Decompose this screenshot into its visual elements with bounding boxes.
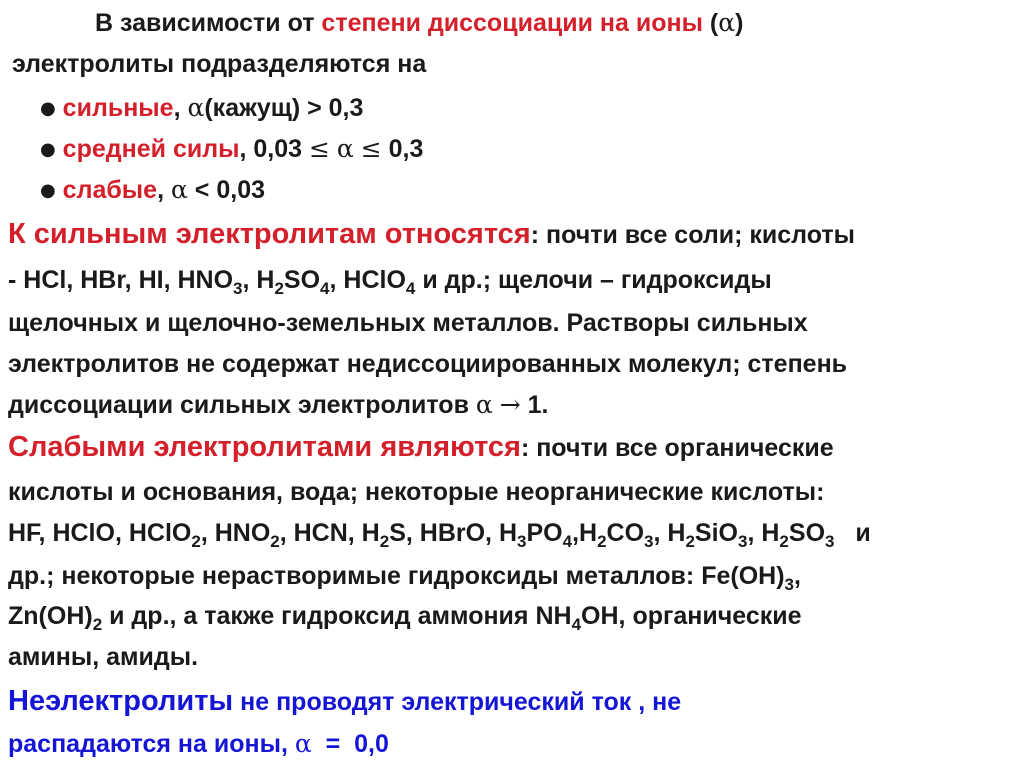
bullet-medium-label: средней силы: [62, 135, 240, 163]
bullet-strong-label: сильные: [62, 94, 174, 122]
bullet-strong-condition: (кажущ) > 0,3: [204, 94, 364, 122]
subscript: 3: [644, 532, 654, 551]
subscript: 2: [685, 532, 695, 551]
formula-text: , HCN, H: [279, 519, 380, 547]
formula-text: - HCl, HBr, HI, HNO: [8, 266, 234, 294]
comma: ,: [173, 94, 188, 122]
strong-text: и др.; щелочи – гидроксиды: [415, 266, 772, 294]
formula-text: , H: [747, 519, 780, 547]
subscript: 4: [562, 532, 573, 551]
strong-text: электролитов не содержат недиссоциированных молекул; степень: [8, 350, 848, 378]
subscript: 2: [92, 615, 103, 634]
weak-text: : почти все органические: [520, 434, 834, 462]
less-equal-icon: ≤: [308, 134, 330, 163]
nonelectrolytes-text: распадаются на ионы,: [8, 730, 295, 758]
nonelectrolytes-text: не проводят электрический ток , не: [233, 688, 682, 716]
subscript: 4: [405, 279, 416, 298]
weak-line-3: [8, 518, 871, 551]
alpha-symbol: α: [294, 729, 312, 758]
subscript: 2: [191, 532, 201, 551]
bullet-icon: ●: [40, 180, 56, 201]
subscript: 3: [825, 532, 835, 551]
nonelectrolytes-value: = 0,0: [311, 730, 389, 758]
comma: ,: [793, 562, 801, 590]
bullet-weak: [40, 175, 265, 206]
formula-text: , HNO: [200, 519, 271, 547]
formula-text: SO: [788, 519, 826, 547]
formula-text: Zn(OH): [8, 602, 93, 630]
bullet-weak-label: слабые: [62, 176, 158, 204]
intro-text-2: электролиты подразделяются на: [12, 50, 427, 78]
formula-text: CO: [606, 519, 645, 547]
bullet-medium: [40, 134, 423, 165]
nonelectrolytes-heading: Неэлектролиты: [8, 685, 234, 717]
weak-electrolytes-heading: Слабыми электролитами являются: [8, 431, 521, 463]
alpha-symbol: α: [336, 134, 354, 163]
formula-text: , H: [242, 266, 275, 294]
formula-text: SO: [283, 266, 321, 294]
lower-bound: , 0,03: [239, 135, 309, 163]
weak-text: амины, амиды.: [8, 643, 199, 671]
weak-text: др.; некоторые нерастворимые гидроксиды металлов: Fe(OH): [8, 562, 785, 590]
weak-line-6: [8, 642, 198, 672]
alpha-symbol: α: [187, 93, 205, 122]
subscript: 2: [597, 532, 607, 551]
bullet-icon: ●: [40, 98, 56, 119]
weak-line-1: [8, 432, 834, 463]
subscript: 4: [320, 279, 330, 298]
subscript: 2: [274, 279, 284, 298]
paren-open: (: [702, 9, 719, 37]
bullet-icon: ●: [40, 139, 56, 160]
strong-line-1: [8, 219, 855, 250]
strong-text: : почти все соли; кислоты: [530, 221, 855, 249]
weak-text: и: [834, 519, 871, 547]
paren-close: ): [735, 9, 744, 37]
strong-electrolytes-heading: К сильным электролитам относятся: [8, 218, 531, 250]
less-equal-icon: ≤: [360, 134, 382, 163]
formula-text: ,H: [572, 519, 598, 547]
comma: ,: [157, 176, 171, 204]
formula-text: HF, HClO, HClO: [8, 519, 192, 547]
weak-text: кислоты и основания, вода; некоторые неорганические кислоты:: [8, 478, 825, 506]
alpha-symbol: α: [475, 390, 493, 419]
alpha-symbol: α: [718, 8, 736, 37]
formula-text: , HClO: [329, 266, 406, 294]
intro-text: В зависимости от: [95, 9, 322, 37]
subscript: 3: [517, 532, 527, 551]
strong-limit: 1.: [520, 391, 549, 419]
subscript: 4: [571, 615, 582, 634]
strong-line-2: [8, 265, 772, 298]
strong-line-4: [8, 349, 847, 379]
subscript: 3: [233, 279, 243, 298]
intro-line-2: [12, 49, 426, 79]
nonelectrolytes-line-2: [8, 729, 389, 759]
subscript: 2: [779, 532, 789, 551]
strong-text: щелочных и щелочно-земельных металлов. Растворы сильных: [8, 309, 808, 337]
strong-line-3: [8, 308, 808, 338]
bullet-weak-condition: < 0,03: [187, 176, 266, 204]
upper-bound: 0,3: [381, 135, 424, 163]
weak-text: OH, органические: [581, 602, 802, 630]
weak-line-4: [8, 561, 801, 594]
alpha-symbol: α: [170, 175, 188, 204]
nonelectrolytes-line-1: [8, 686, 681, 717]
strong-line-5: [8, 390, 549, 420]
subscript: 2: [379, 532, 390, 551]
formula-text: PO: [526, 519, 563, 547]
subscript: 3: [738, 532, 748, 551]
formula-text: , H: [653, 519, 686, 547]
weak-text: и др., а также гидроксид аммония NH: [102, 602, 572, 630]
dissociation-degree-term: степени диссоциации на ионы: [321, 9, 703, 37]
bullet-strong: [40, 93, 363, 124]
intro-line-1: [95, 8, 743, 38]
subscript: 3: [784, 575, 794, 594]
arrow-right-icon: →: [499, 390, 521, 419]
subscript: 2: [270, 532, 280, 551]
formula-text: S, HBrO, H: [389, 519, 517, 547]
weak-line-2: [8, 477, 824, 507]
strong-text: диссоциации сильных электролитов: [8, 391, 476, 419]
formula-text: SiO: [694, 519, 738, 547]
weak-line-5: [8, 601, 802, 634]
